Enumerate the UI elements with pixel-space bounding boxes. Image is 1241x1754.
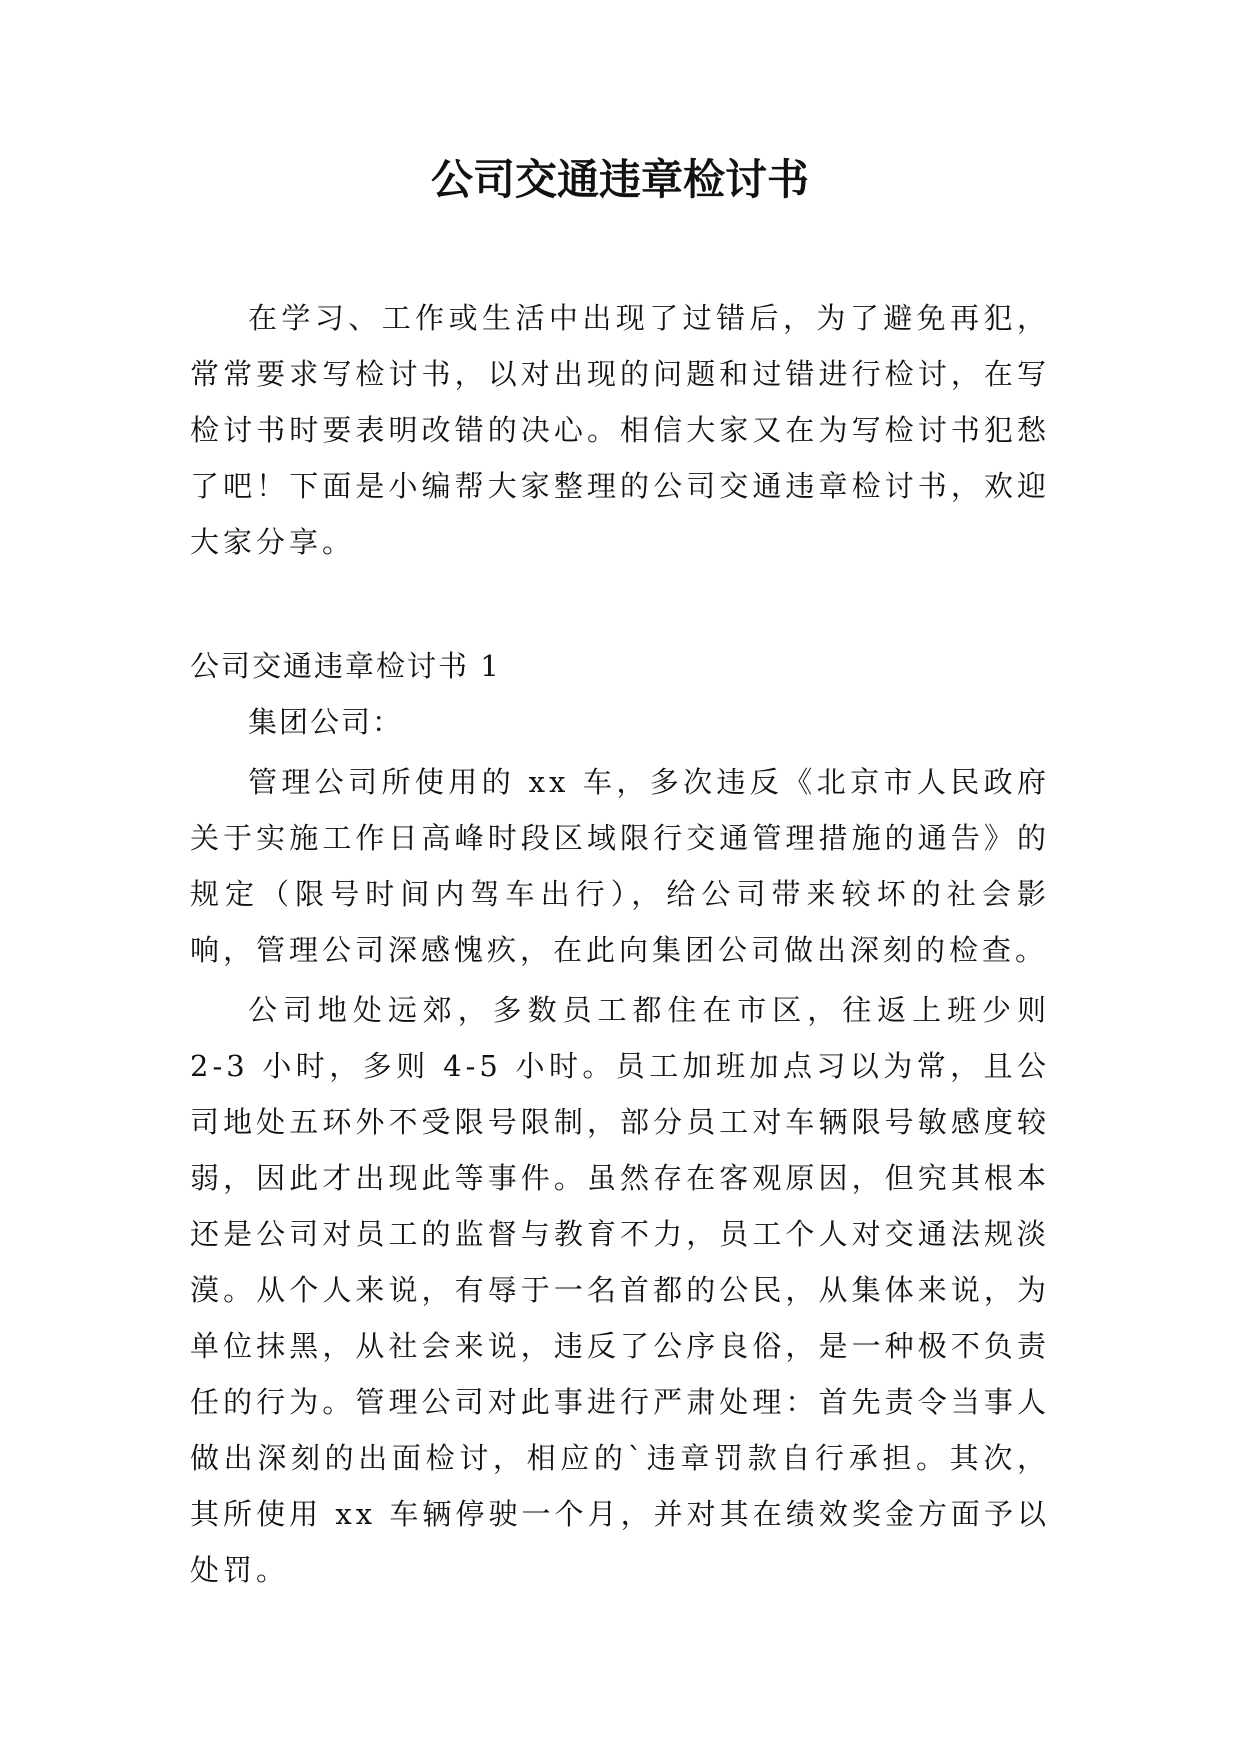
section-heading: 公司交通违章检讨书 1 (190, 649, 501, 683)
document-title: 公司交通违章检讨书 (430, 155, 809, 204)
letter-body (190, 694, 1050, 1598)
salutation: 集团公司： (248, 705, 404, 739)
intro-paragraph: 在学习、工作或生活中出现了过错后，为了避免再犯，常常要求写检讨书，以对出现的问题和过错进行检讨，在写检讨书时要表明改错的决心。相信大家又在为写检讨书犯愁了吧！下面是小编帮大家整理的公司交通违章检讨书，欢迎大家分享。 (190, 301, 1050, 559)
body-paragraph-2: 公司地处远郊，多数员工都住在市区，往返上班少则 2-3 小时，多则 4-5 小时。员工加班加点习以为常，且公司地处五环外不受限号限制，部分员工对车辆限号敏感度较弱，因此才出现此等事件。虽然存在客观原因，但究其根本还是公司对员工的监督与教育不力，员工个人对交通法规淡漠。从个人来说，有辱于一名首都的公民，从集体来说，为单位抹黑，从社会来说，违反了公序良俗，是一种极不负责任的行为。管理公司对此事进行严肃处理：首先责令当事人做出深刻的出面检讨，相应的`违章罚款自行承担。其次，其所使用 xx 车辆停驶一个月，并对其在绩效奖金方面予以处罚。 (190, 993, 1050, 1587)
body-paragraph-1: 管理公司所使用的 xx 车，多次违反《北京市人民政府关于实施工作日高峰时段区域限行交通管理措施的通告》的规定（限号时间内驾车出行），给公司带来较坏的社会影响，管理公司深感愧疚，在此向集团公司做出深刻的检查。 (190, 765, 1050, 967)
